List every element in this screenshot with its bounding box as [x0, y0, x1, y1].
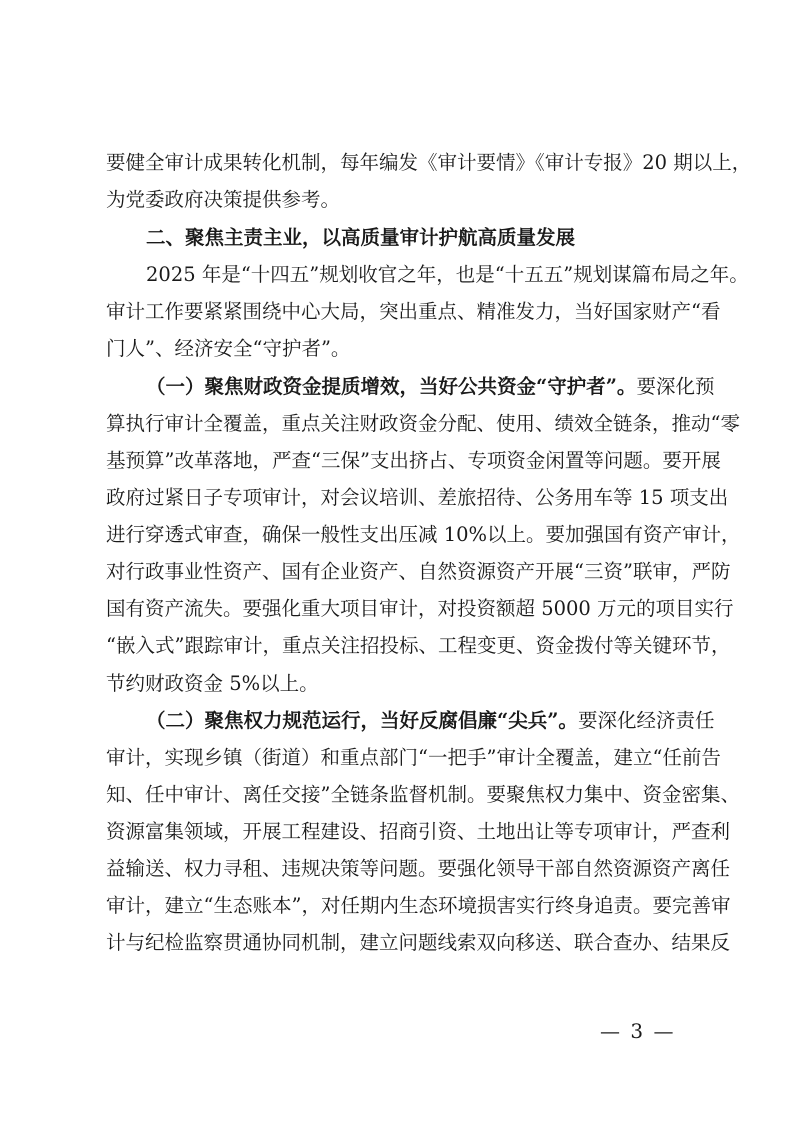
body-line: 国有资产流失。要强化重大项目审计，对投资额超 5000 万元的项目实行	[106, 597, 734, 620]
subsection-first-line	[146, 372, 715, 402]
body-text: 要深化经济责任	[577, 709, 715, 732]
body-line: 政府过紧日子专项审计，对会议培训、差旅招待、公务用车等 15 项支出	[106, 486, 729, 509]
body-line: 审计，建立“生态账本”，对任期内生态环境损害实行终身追责。要完善审	[106, 894, 731, 917]
body-line: 对行政事业性资产、国有企业资产、自然资源资产开展“三资”联审，严防	[106, 560, 731, 583]
body-line: 审计工作要紧紧围绕中心大局，突出重点、精准发力，当好国家财产“看	[106, 300, 721, 323]
body-line: 进行穿透式审查，确保一般性支出压减 10%以上。要加强国有资产审计，	[106, 523, 741, 546]
body-line: “嵌入式”跟踪审计，重点关注招投标、工程变更、资金拨付等关键环节，	[106, 634, 731, 657]
body-line: 2025 年是“十四五”规划收官之年，也是“十五五”规划谋篇布局之年。	[146, 263, 749, 286]
subsection-heading: （一）聚焦财政资金提质增效，当好公共资金“守护者”。	[146, 375, 637, 398]
body-line: 要健全审计成果转化机制，每年编发《审计要情》《审计专报》20 期以上，	[106, 151, 752, 174]
body-line: 资源富集领域，开展工程建设、招商引资、土地出让等专项审计，严查利	[106, 820, 731, 843]
body-text: 要深化预	[636, 375, 715, 398]
body-line: 审计，实现乡镇（街道）和重点部门“一把手”审计全覆盖，建立“任前告	[106, 746, 721, 769]
body-line: 知、任中审计、离任交接”全链条监督机制。要聚焦权力集中、资金密集、	[106, 783, 740, 806]
body-line: 计与纪检监察贯通协同机制，建立问题线索双向移送、联合查办、结果反	[106, 931, 731, 954]
body-line: 为党委政府决策提供参考。	[106, 188, 341, 211]
section-heading: 二、聚焦主责主业，以高质量审计护航高质量发展	[146, 226, 576, 249]
subsection-first-line	[146, 706, 715, 736]
body-line: 门人”、经济安全“守护者”。	[106, 337, 351, 360]
page-number: — 3 —	[600, 1019, 676, 1043]
body-line: 算执行审计全覆盖，重点关注财政资金分配、使用、绩效全链条，推动“零	[106, 412, 740, 435]
body-line: 节约财政资金 5%以上。	[106, 672, 319, 695]
body-line: 基预算”改革落地，严查“三保”支出挤占、专项资金闲置等问题。要开展	[106, 449, 721, 472]
subsection-heading: （二）聚焦权力规范运行，当好反腐倡廉“尖兵”。	[146, 709, 578, 732]
body-line: 益输送、权力寻租、违规决策等问题。要强化领导干部自然资源资产离任	[106, 857, 731, 880]
